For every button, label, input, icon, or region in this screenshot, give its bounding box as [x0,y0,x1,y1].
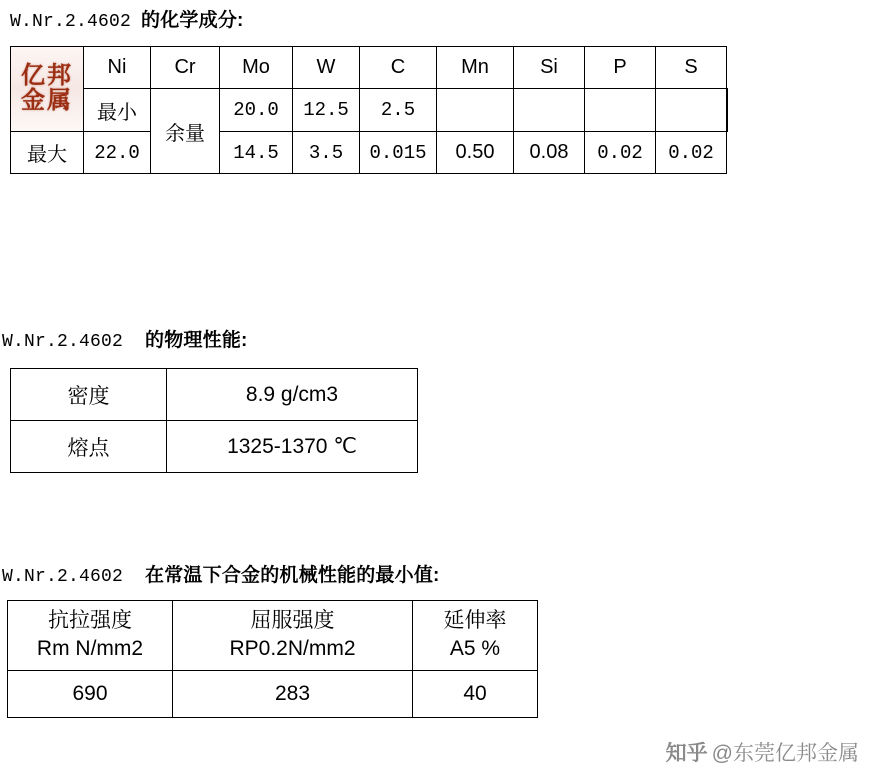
yield-strength-label-line1: 屈服强度 [250,609,335,632]
elongation-label-line2: A5 % [449,637,501,661]
cell-min-mn [514,89,585,132]
column-header-p: P [585,47,656,89]
tensile-strength-label-line2: Rm N/mm2 [36,637,144,661]
physical-properties-table [10,368,418,473]
column-header-mo: Mo [220,47,293,89]
company-logo [11,47,83,131]
cell-density-value: 8.9 g/cm3 [167,369,418,421]
table-row [11,89,728,132]
logo-line-2: 金属 [21,88,73,114]
cell-min-c [437,89,514,132]
watermark [666,737,859,767]
table-row [11,132,728,174]
cell-max-cr: 22.0 [84,132,151,174]
column-header-s: S [656,47,727,89]
column-header-c: C [360,47,437,89]
table-row [11,47,728,89]
watermark-author: @东莞亿邦金属 [711,742,859,765]
cell-max-s: 0.02 [656,132,727,174]
cell-elongation-value: 40 [413,670,538,717]
row-label-melting-point: 熔点 [11,421,167,473]
row-label-min: 最小 [84,89,151,132]
cell-min-cr: 20.0 [220,89,293,132]
row-label-max: 最大 [11,132,84,174]
cell-max-mn: 0.50 [437,132,514,174]
column-header-si: Si [514,47,585,89]
column-header-elongation [413,601,538,671]
cell-min-s [727,89,728,132]
mechanical-properties-heading [2,560,440,587]
column-header-yield-strength [173,601,413,671]
logo-line-1: 亿邦 [21,62,73,89]
table-row [8,601,538,671]
elongation-label-line1: 延伸率 [443,609,507,632]
physical-heading-grade: W.Nr.2.4602 [2,332,124,352]
company-logo-cell [11,47,84,132]
mechanical-heading-grade: W.Nr.2.4602 [2,567,124,587]
table-row [8,670,538,717]
chemical-composition-heading [10,5,244,32]
cell-max-p: 0.02 [585,132,656,174]
column-header-w: W [293,47,360,89]
row-label-density: 密度 [11,369,167,421]
mechanical-properties-table [7,600,538,718]
physical-properties-heading [2,325,248,352]
chemical-heading-suffix: 的化学成分: [141,10,244,31]
cell-min-si [585,89,656,132]
cell-max-w: 3.5 [293,132,360,174]
cell-min-mo: 12.5 [293,89,360,132]
tensile-strength-label-line1: 抗拉强度 [48,609,132,632]
table-row [11,369,418,421]
cell-min-w: 2.5 [360,89,437,132]
cell-melting-point-value: 1325-1370 ℃ [167,421,418,473]
cell-min-p [656,89,727,132]
chemical-heading-grade: W.Nr.2.4602 [10,12,132,32]
column-header-tensile-strength [8,601,173,671]
cell-max-c: 0.015 [360,132,437,174]
mechanical-heading-suffix: 在常温下合金的机械性能的最小值: [145,565,440,586]
cell-max-si: 0.08 [514,132,585,174]
chemical-composition-table [10,46,728,174]
yield-strength-label-line2: RP0.2N/mm2 [229,637,356,661]
column-header-ni: Ni [84,47,151,89]
cell-ni-balance: 余量 [151,89,220,174]
cell-tensile-strength-value: 690 [8,670,173,717]
table-row [11,421,418,473]
column-header-cr: Cr [151,47,220,89]
column-header-mn: Mn [437,47,514,89]
physical-heading-suffix: 的物理性能: [145,330,248,351]
cell-max-mo: 14.5 [220,132,293,174]
cell-yield-strength-value: 283 [173,670,413,717]
watermark-site-name: 知乎 [665,742,708,765]
